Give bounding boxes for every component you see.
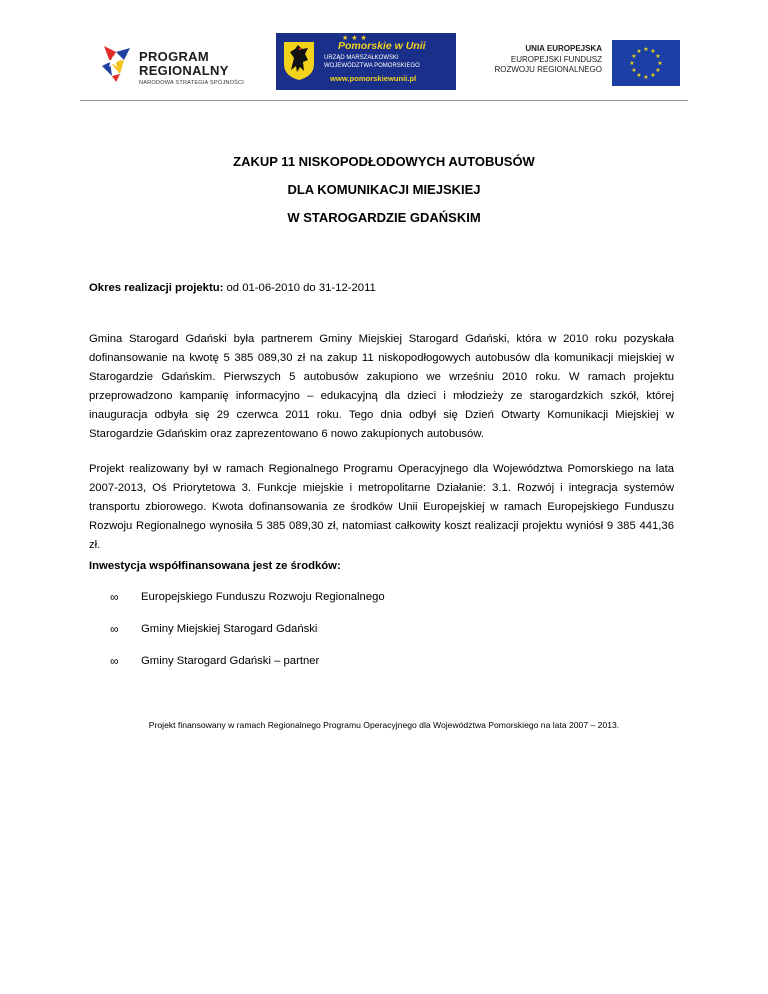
ue-line1: UNIA EUROPEJSKA bbox=[525, 44, 602, 53]
list-item-text: Gminy Miejskiej Starogard Gdański bbox=[141, 623, 318, 635]
document-title-line1: ZAKUP 11 NISKOPODŁODOWYCH AUTOBUSÓW bbox=[233, 154, 535, 169]
svg-text:★: ★ bbox=[643, 74, 649, 81]
unia-europejska-text bbox=[488, 44, 602, 76]
infinity-bullet-icon: ∞ bbox=[110, 622, 119, 636]
document-title-line3: W STAROGARDZIE GDAŃSKIM bbox=[287, 210, 481, 225]
list-item bbox=[110, 622, 670, 654]
project-period-value: od 01-06-2010 do 31-12-2011 bbox=[223, 282, 376, 294]
pomeranian-griffin-icon bbox=[282, 40, 316, 80]
svg-text:★: ★ bbox=[636, 48, 642, 55]
project-period-label: Okres realizacji projektu: bbox=[89, 282, 224, 294]
svg-text:★: ★ bbox=[631, 53, 637, 60]
list-item bbox=[110, 654, 670, 686]
paragraph-1: Gmina Starogard Gdański była partnerem Gminy Miejskiej Starogard Gdański, która w 2010 roku pozyskała dofinansowanie na kwotę 5 385 089,30 zł na zakup 11 niskopodłogowych autobusów dla komunikacji miejskiej w Starogardzie Gdańskim. Pierwszych 5 autobusów zakupiono we wrześniu 2010 roku. W ramach projektu przeprowadzono kampanię informacyjno – edukacyjną dla dzieci i młodzieży ze starogardzkich szkół, której inauguracja odbyła się 29 czerwca 2011 roku. Tego dnia odbył się Dzień Otwarty Komunikacji Miejskiej w Starogardzie Gdańskim oraz zaprezentowano 6 nowo zakupionych autobusów. bbox=[89, 333, 674, 440]
program-regionalny-line2: REGIONALNY bbox=[139, 63, 229, 78]
svg-text:★: ★ bbox=[650, 48, 656, 55]
program-regionalny-tagline: NARODOWA STRATEGIA SPÓJNOŚCI bbox=[139, 80, 245, 86]
list-item-text: Europejskiego Funduszu Rozwoju Regionalnego bbox=[141, 591, 385, 603]
ue-line2: EUROPEJSKI FUNDUSZ bbox=[510, 54, 602, 64]
infinity-bullet-icon: ∞ bbox=[110, 654, 119, 668]
program-regionalny-line1: PROGRAM bbox=[139, 49, 209, 64]
svg-text:★: ★ bbox=[643, 46, 649, 53]
eu-stars-icon bbox=[612, 40, 680, 86]
list-item bbox=[110, 590, 670, 622]
pomorskie-stars-icon: ★★★ bbox=[342, 35, 370, 42]
svg-text:★: ★ bbox=[657, 60, 663, 67]
svg-text:★: ★ bbox=[629, 60, 635, 67]
svg-text:★: ★ bbox=[655, 67, 661, 74]
eu-flag-logo bbox=[612, 40, 680, 86]
header-divider bbox=[80, 100, 688, 101]
svg-text:★: ★ bbox=[650, 72, 656, 79]
ue-line3: ROZWOJU REGIONALNEGO bbox=[494, 65, 602, 74]
list-item-text: Gminy Starogard Gdański – partner bbox=[141, 655, 320, 667]
funding-list bbox=[110, 590, 670, 686]
program-regionalny-logo bbox=[100, 40, 250, 90]
footer-note: Projekt finansowany w ramach Regionalnego Programu Operacyjnego dla Województwa Pomorskiego na lata 2007 – 2013. bbox=[148, 720, 620, 730]
project-period bbox=[89, 279, 674, 298]
pomorskie-urzad-line2: WOJEWÓDZTWA POMORSKIEGO bbox=[324, 63, 420, 69]
pomorskie-title: Pomorskie w Unii bbox=[338, 40, 426, 52]
svg-text:★: ★ bbox=[655, 53, 661, 60]
pomorskie-url: www.pomorskiewunii.pl bbox=[330, 74, 417, 83]
svg-text:★: ★ bbox=[631, 67, 637, 74]
program-regionalny-emblem-icon bbox=[100, 42, 134, 82]
pomorskie-urzad-line1: URZĄD MARSZAŁKOWSKI bbox=[324, 55, 399, 61]
funding-heading: Inwestycja współfinansowana jest ze środków: bbox=[89, 560, 341, 572]
pomorskie-w-unii-logo bbox=[276, 33, 456, 90]
svg-text:★: ★ bbox=[636, 72, 642, 79]
document-title-line2: DLA KOMUNIKACJI MIEJSKIEJ bbox=[287, 182, 481, 197]
paragraph-2: Projekt realizowany był w ramach Regionalnego Programu Operacyjnego dla Województwa Pomorskiego na lata 2007-2013, Oś Priorytetowa 3. Funkcje miejskie i metropolitarne Działanie: 3.1. Rozwój i integracja systemów transportu zbiorowego. Kwota dofinansowania ze środków Unii Europejskiej w ramach Europejskiego Funduszu Rozwoju Regionalnego wynosiła 5 385 089,30 zł, natomiast całkowity koszt realizacji projektu wyniósł 9 385 441,36 zł. bbox=[89, 463, 674, 551]
infinity-bullet-icon: ∞ bbox=[110, 590, 119, 604]
